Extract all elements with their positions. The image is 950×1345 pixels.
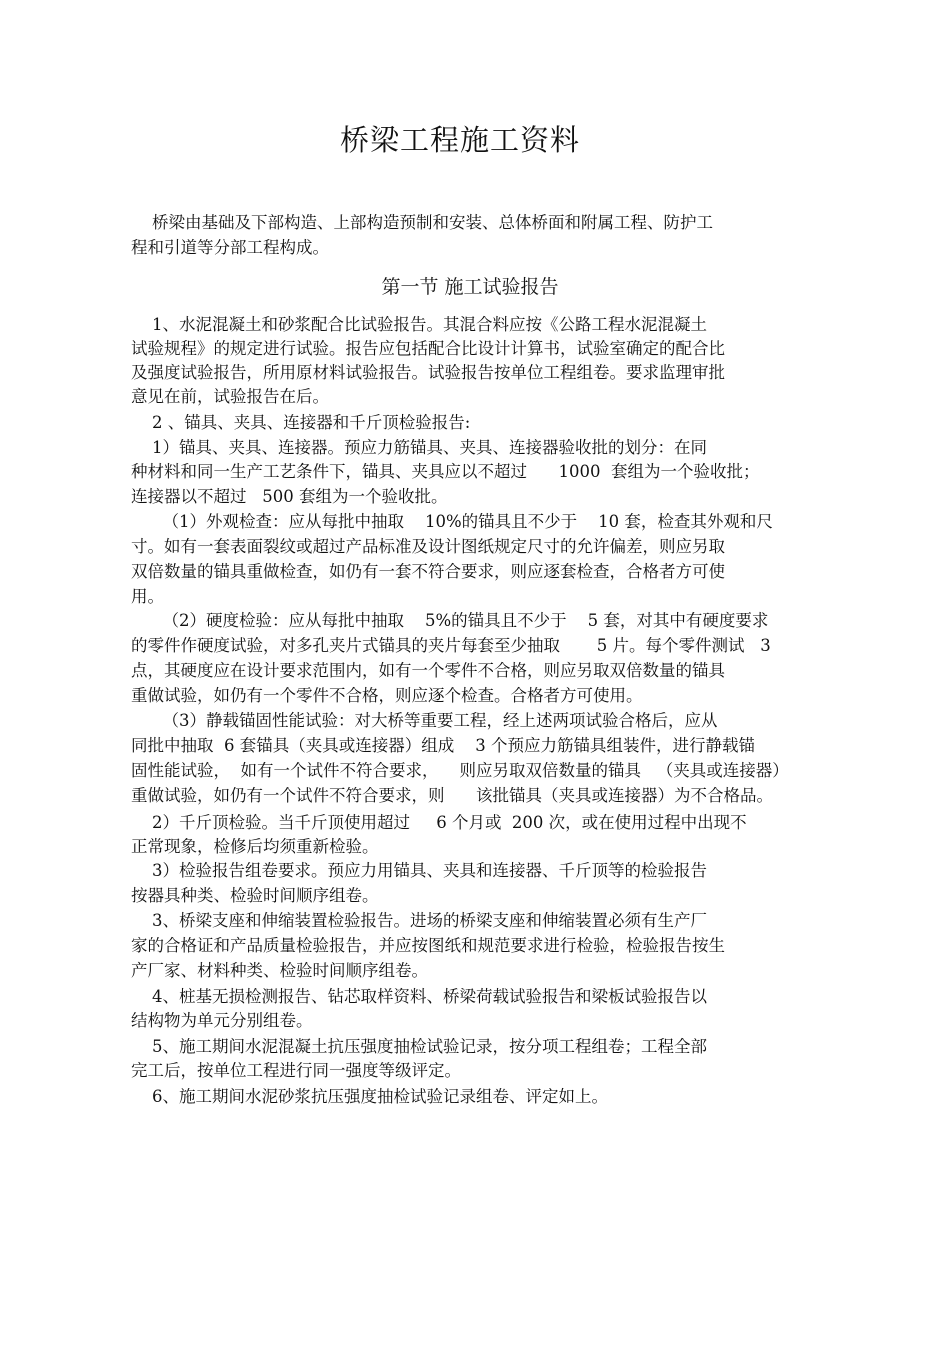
paragraph-line: 用。 bbox=[131, 587, 164, 606]
document-title: 桥梁工程施工资料 bbox=[339, 123, 580, 157]
paragraph-line: 4、桩基无损检测报告、钻芯取样资料、桥梁荷载试验报告和梁板试验报告以 bbox=[131, 987, 707, 1006]
paragraph-line: 6、施工期间水泥砂浆抗压强度抽检试验记录组卷、评定如上。 bbox=[131, 1087, 608, 1106]
section-title: 第一节 施工试验报告 bbox=[381, 276, 559, 298]
paragraph-line: 意见在前，试验报告在后。 bbox=[131, 387, 329, 406]
paragraph-line: 桥梁由基础及下部构造、上部构造预制和安装、总体桥面和附属工程、防护工 bbox=[131, 213, 713, 232]
paragraph-line: 双倍数量的锚具重做检查，如仍有一套不符合要求，则应逐套检查，合格者方可使 bbox=[131, 562, 725, 581]
paragraph-line: 的零件作硬度试验，对多孔夹片式锚具的夹片每套至少抽取 5 片。每个零件测试 3 bbox=[131, 636, 771, 655]
paragraph-line: （1）外观检查：应从每批中抽取 10%的锚具且不少于 10 套，检查其外观和尺 bbox=[131, 512, 773, 531]
paragraph-line: 固性能试验， 如有一个试件不符合要求， 则应另取双倍数量的锚具 （夹具或连接器） bbox=[131, 761, 789, 780]
paragraph-line: 重做试验，如仍有一个零件不合格，则应逐个检查。合格者方可使用。 bbox=[131, 686, 643, 705]
paragraph-line: 产厂家、材料种类、检验时间顺序组卷。 bbox=[131, 961, 428, 980]
paragraph-line: 1）锚具、夹具、连接器。预应力筋锚具、夹具、连接器验收批的划分：在同 bbox=[131, 438, 707, 457]
paragraph-line: 程和引道等分部工程构成。 bbox=[131, 238, 329, 257]
paragraph-line: 种材料和同一生产工艺条件下，锚具、夹具应以不超过 1000 套组为一个验收批； bbox=[131, 462, 760, 481]
paragraph-line: （2）硬度检验：应从每批中抽取 5%的锚具且不少于 5 套，对其中有硬度要求 bbox=[131, 611, 769, 630]
paragraph-line: 2）千斤顶检验。当千斤顶使用超过 6 个月或 200 次，或在使用过程中出现不 bbox=[131, 813, 747, 832]
paragraph-line: 完工后，按单位工程进行同一强度等级评定。 bbox=[131, 1061, 461, 1080]
paragraph-line: 1、水泥混凝土和砂浆配合比试验报告。其混合料应按《公路工程水泥混凝土 bbox=[131, 315, 707, 334]
paragraph-line: 同批中抽取 6 套锚具（夹具或连接器）组成 3 个预应力筋锚具组装件，进行静载锚 bbox=[131, 736, 755, 755]
paragraph-line: 连接器以不超过 500 套组为一个验收批。 bbox=[131, 487, 448, 506]
paragraph-line: （3）静载锚固性能试验：对大桥等重要工程，经上述两项试验合格后，应从 bbox=[131, 711, 718, 730]
paragraph-line: 重做试验，如仍有一个试件不符合要求，则 该批锚具（夹具或连接器）为不合格品。 bbox=[131, 786, 773, 805]
paragraph-line: 3、桥梁支座和伸缩装置检验报告。进场的桥梁支座和伸缩装置必须有生产厂 bbox=[131, 911, 707, 930]
paragraph-line: 寸。如有一套表面裂纹或超过产品标准及设计图纸规定尺寸的允许偏差，则应另取 bbox=[131, 537, 725, 556]
paragraph-line: 及强度试验报告，所用原材料试验报告。试验报告按单位工程组卷。要求监理审批 bbox=[131, 363, 725, 382]
paragraph-line: 5、施工期间水泥混凝土抗压强度抽检试验记录，按分项工程组卷；工程全部 bbox=[131, 1037, 707, 1056]
paragraph-line: 试验规程》的规定进行试验。报告应包括配合比设计计算书，试验室确定的配合比 bbox=[131, 339, 725, 358]
paragraph-line: 按器具种类、检验时间顺序组卷。 bbox=[131, 886, 379, 905]
paragraph-line: 3）检验报告组卷要求。预应力用锚具、夹具和连接器、千斤顶等的检验报告 bbox=[131, 861, 707, 880]
paragraph-line: 正常现象，检修后均须重新检验。 bbox=[131, 837, 379, 856]
paragraph-line: 2 、锚具、夹具、连接器和千斤顶检验报告: bbox=[131, 413, 471, 432]
paragraph-line: 结构物为单元分别组卷。 bbox=[131, 1011, 313, 1030]
paragraph-line: 家的合格证和产品质量检验报告，并应按图纸和规范要求进行检验，检验报告按生 bbox=[131, 936, 725, 955]
paragraph-line: 点，其硬度应在设计要求范围内，如有一个零件不合格，则应另取双倍数量的锚具 bbox=[131, 661, 725, 680]
